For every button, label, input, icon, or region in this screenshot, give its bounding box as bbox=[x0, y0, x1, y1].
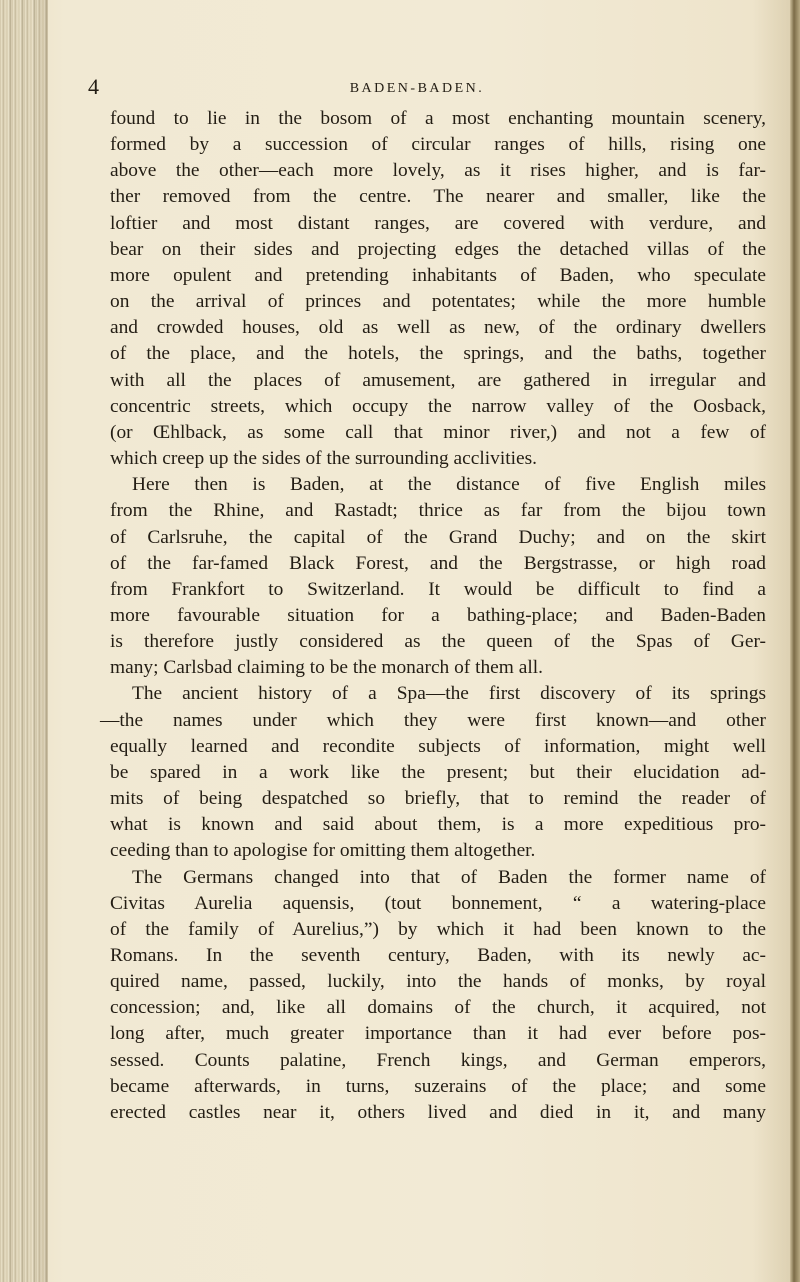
text-line: The Germans changed into that of Baden the former name of bbox=[132, 866, 766, 888]
text-line: and crowded houses, old as well as new, of the ordinary dwellers bbox=[110, 317, 766, 339]
text-line: which creep up the sides of the surrounding acclivities. bbox=[110, 448, 538, 470]
page-edge bbox=[790, 0, 800, 1282]
text-line: sessed. Counts palatine, French kings, and German emperors, bbox=[110, 1049, 766, 1071]
text-line: concession; and, like all domains of the church, it acquired, not bbox=[110, 997, 766, 1019]
text-line: equally learned and recondite subjects of information, might well bbox=[110, 735, 766, 757]
text-line: long after, much greater importance than it had ever before pos- bbox=[110, 1023, 766, 1045]
text-line: what is known and said about them, is a more expeditious pro- bbox=[110, 814, 766, 836]
text-line: ceeding than to apologise for omitting them altogether. bbox=[110, 840, 536, 862]
text-line: of the place, and the hotels, the springs, and the baths, together bbox=[110, 343, 766, 365]
text-line: loftier and most distant ranges, are covered with verdure, and bbox=[110, 212, 766, 234]
text-line: more opulent and pretending inhabitants of Baden, who speculate bbox=[110, 264, 766, 286]
text-line: Civitas Aurelia aquensis, (tout bonnement, “ a watering-place bbox=[110, 892, 766, 914]
running-head-title: BADEN-BADEN. bbox=[349, 81, 485, 96]
text-line: erected castles near it, others lived and died in it, and many bbox=[110, 1101, 766, 1123]
text-line: (or Œhlback, as some call that minor river,) and not a few of bbox=[110, 421, 766, 443]
text-line: is therefore justly considered as the queen of the Spas of Ger- bbox=[110, 631, 766, 653]
text-line: quired name, passed, luckily, into the hands of monks, by royal bbox=[110, 971, 766, 993]
body-text bbox=[100, 106, 766, 1126]
text-line: of Carlsruhe, the capital of the Grand Duchy; and on the skirt bbox=[110, 526, 766, 548]
text-line: with all the places of amusement, are gathered in irregular and bbox=[110, 369, 766, 391]
text-line: be spared in a work like the present; but their elucidation ad- bbox=[110, 761, 766, 783]
text-line: of the far-famed Black Forest, and the Bergstrasse, or high road bbox=[110, 552, 766, 574]
text-line: many; Carlsbad claiming to be the monarch of them all. bbox=[110, 657, 543, 679]
text-line: on the arrival of princes and potentates; while the more humble bbox=[110, 291, 766, 313]
text-line: bear on their sides and projecting edges the detached villas of the bbox=[110, 238, 766, 260]
text-line: —the names under which they were first known—and other bbox=[100, 709, 766, 731]
text-line: The ancient history of a Spa—the first discovery of its springs bbox=[132, 683, 766, 705]
text-line: from the Rhine, and Rastadt; thrice as far from the bijou town bbox=[110, 500, 766, 522]
text-line: formed by a succession of circular ranges of hills, rising one bbox=[110, 134, 766, 156]
text-line: Here then is Baden, at the distance of five English miles bbox=[132, 474, 766, 496]
text-line: mits of being despatched so briefly, that to remind the reader of bbox=[110, 788, 766, 810]
text-line: ther removed from the centre. The nearer and smaller, like the bbox=[110, 186, 766, 208]
text-line: concentric streets, which occupy the narrow valley of the Oosback, bbox=[110, 395, 766, 417]
text-line: of the family of Aurelius,”) by which it had been known to the bbox=[110, 918, 766, 940]
text-line: became afterwards, in turns, suzerains of the place; and some bbox=[110, 1075, 766, 1097]
running-head bbox=[74, 76, 760, 100]
text-line: from Frankfort to Switzerland. It would be difficult to find a bbox=[110, 578, 766, 600]
text-line: more favourable situation for a bathing-place; and Baden-Baden bbox=[110, 604, 766, 626]
page-number: 4 bbox=[88, 74, 99, 99]
text-line: found to lie in the bosom of a most enchanting mountain scenery, bbox=[110, 108, 766, 129]
text-line: above the other—each more lovely, as it rises higher, and is far- bbox=[110, 160, 766, 182]
book-binding-gutter bbox=[0, 0, 48, 1282]
text-line: Romans. In the seventh century, Baden, with its newly ac- bbox=[110, 945, 766, 966]
